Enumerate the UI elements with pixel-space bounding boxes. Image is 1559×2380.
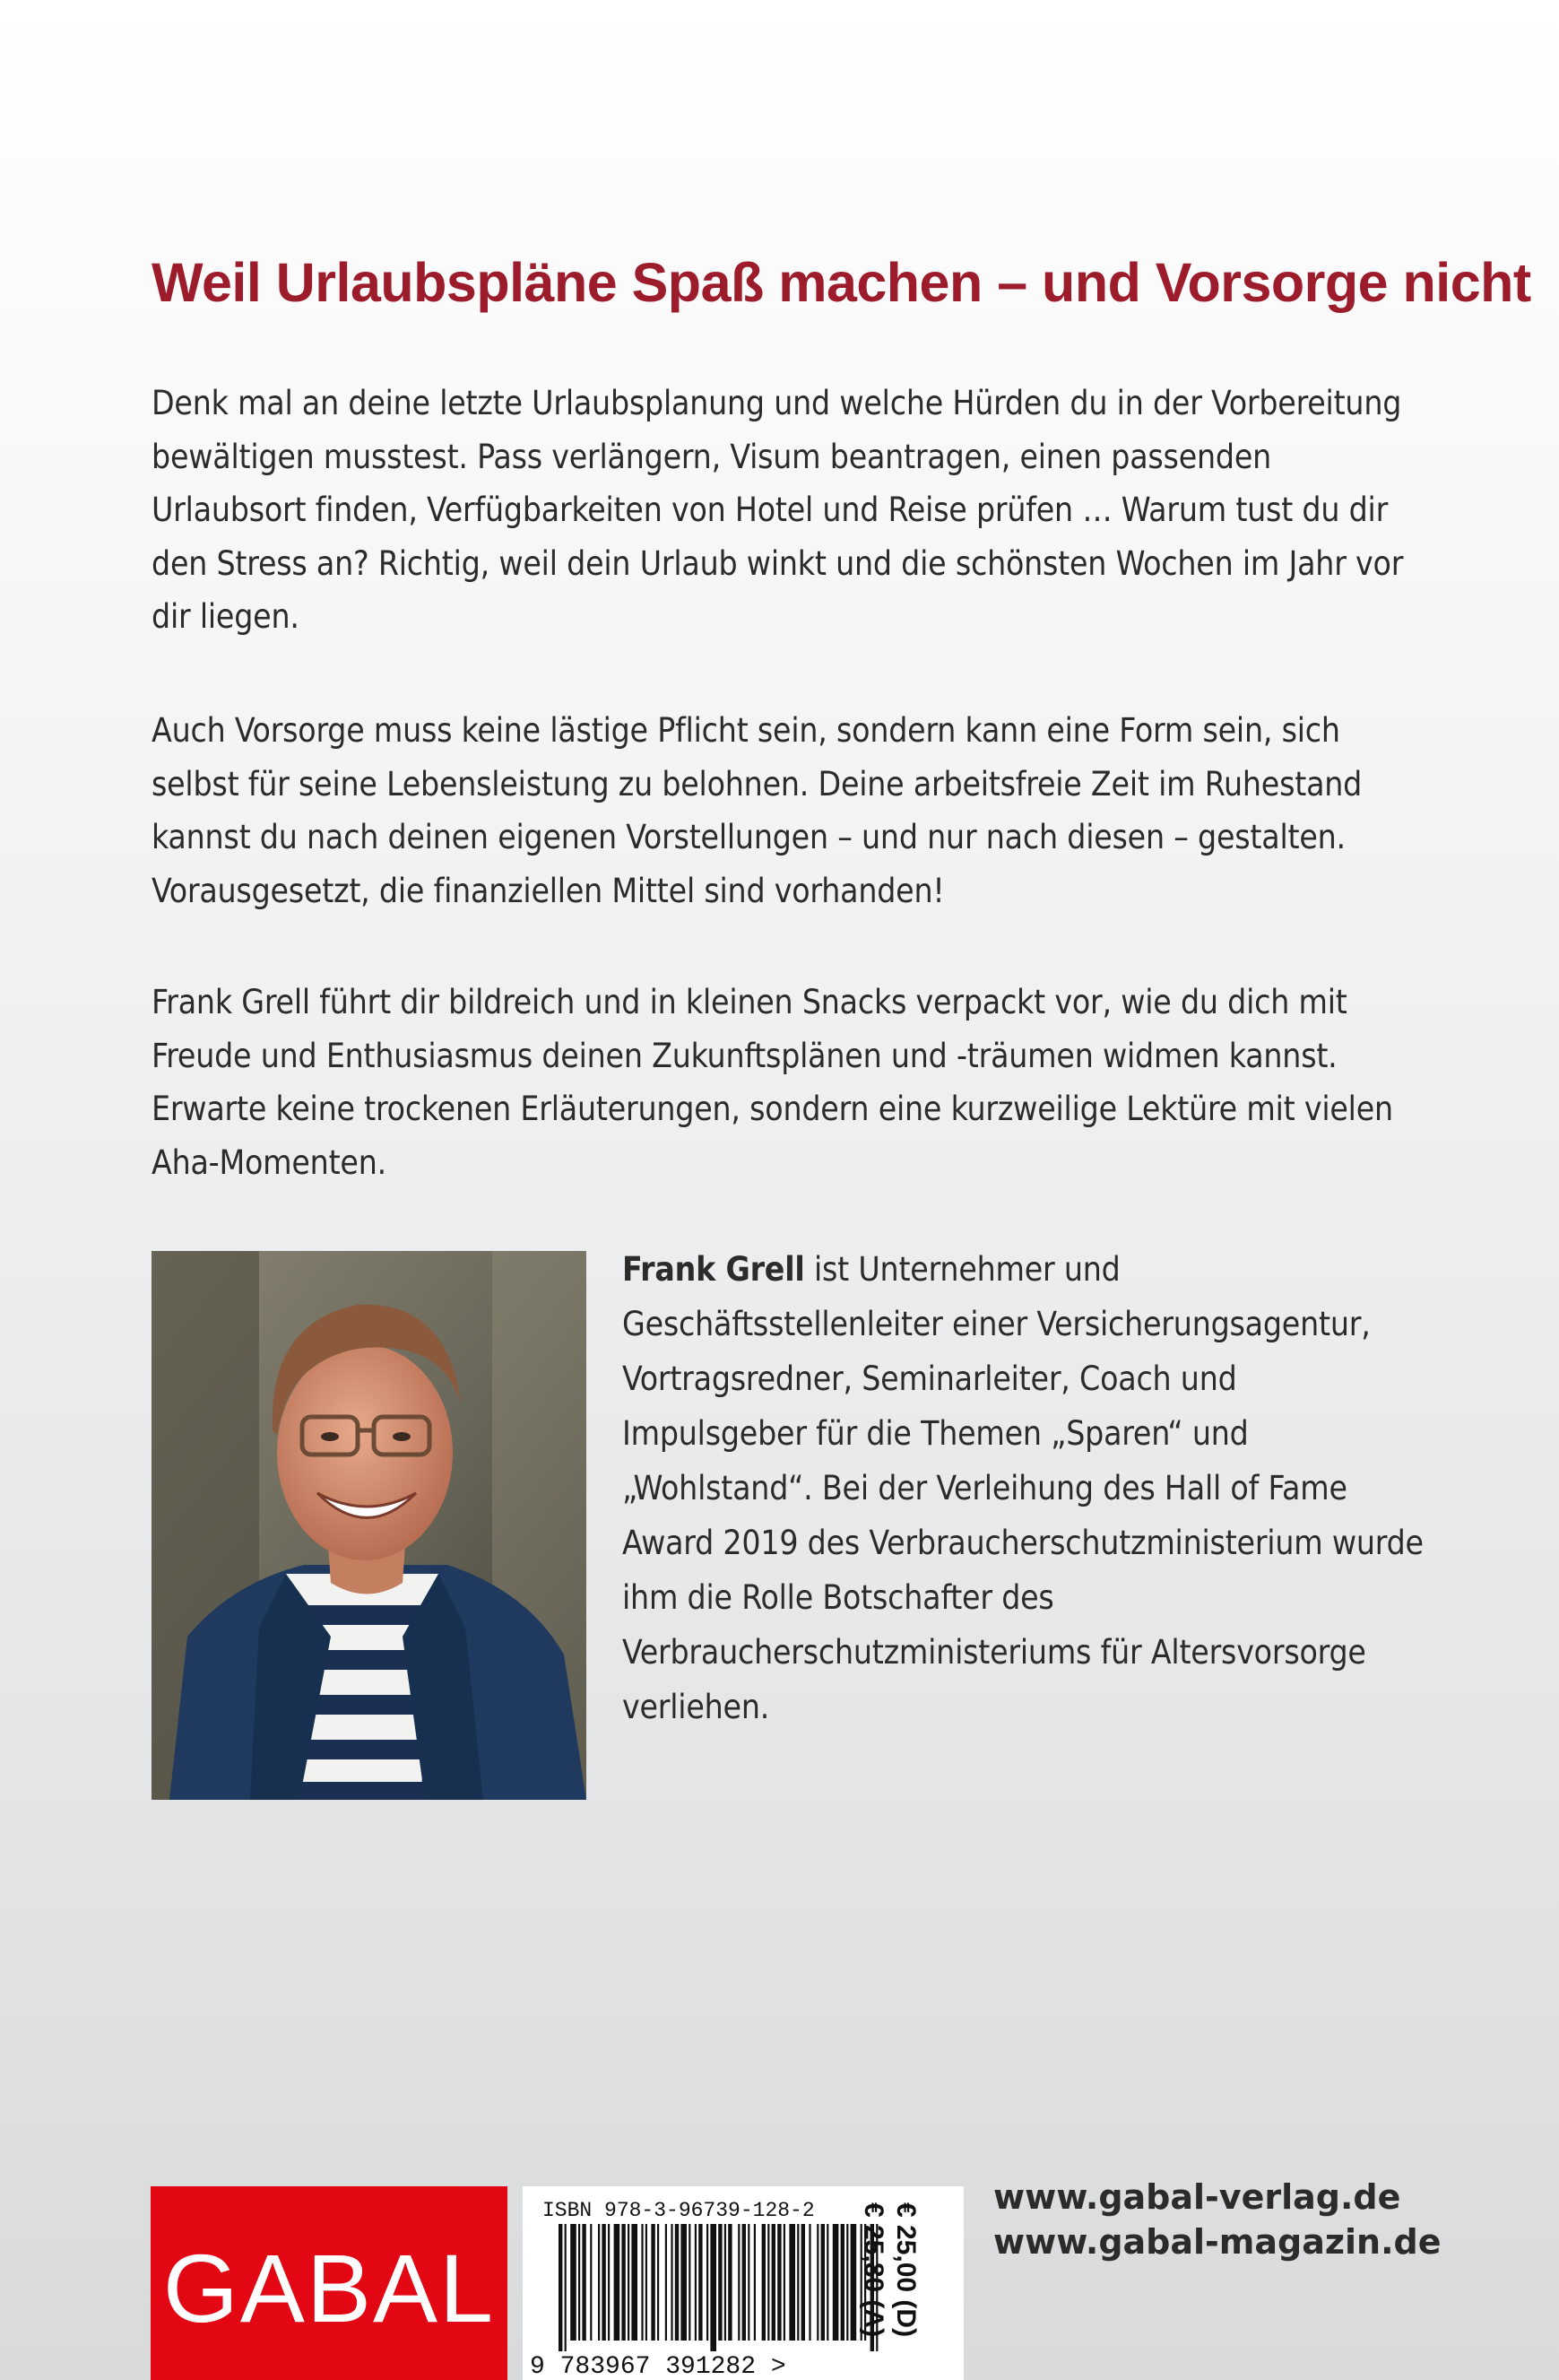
url-gabal-verlag[interactable]: www.gabal-verlag.de <box>993 2177 1401 2217</box>
barcode-bar <box>671 2224 672 2341</box>
barcode-bar <box>762 2224 766 2341</box>
barcode-bar <box>748 2224 749 2341</box>
barcode-bar <box>590 2224 592 2341</box>
barcode-bar <box>728 2224 732 2341</box>
barcode-bar <box>570 2224 576 2341</box>
barcode-bar <box>754 2224 756 2341</box>
barcode-bar <box>772 2224 775 2341</box>
price-germany: € 25,00 (D) <box>891 2202 921 2338</box>
author-bio <box>622 1242 1429 1734</box>
barcode-bar <box>827 2224 828 2341</box>
paragraph-provision: Auch Vorsorge muss keine lästige Pflicht sein, sondern kann eine Form sein, sich selbst für seine Lebensleistung zu belohnen. Deine arbeitsfreie Zeit im Ruhestand kannst du nach deinen eigenen Vorstellungen – und nur nach diesen – gestalten. Vorausgesetzt, die finanziellen Mittel sind vorhanden! <box>152 711 1363 910</box>
barcode-bar <box>695 2224 697 2341</box>
barcode-bar <box>608 2224 610 2341</box>
barcode-bar <box>628 2224 629 2341</box>
barcode-bar <box>846 2224 848 2341</box>
barcode-bar <box>809 2224 810 2341</box>
barcode-bar <box>641 2224 643 2341</box>
barcode-bar <box>602 2224 605 2341</box>
barcode-bar <box>738 2224 740 2341</box>
barcode-bar <box>777 2224 781 2341</box>
barcode-bar <box>565 2224 567 2351</box>
barcode-bar <box>718 2224 722 2341</box>
barcode-bar <box>698 2224 702 2341</box>
barcode-bar <box>689 2224 690 2341</box>
barcode-bar <box>578 2224 580 2341</box>
headline: Weil Urlaubspläne Spaß machen – und Vorsorge nicht <box>152 252 1531 313</box>
barcode-bar <box>710 2224 716 2351</box>
barcode-bar <box>821 2224 825 2341</box>
paragraph-author-intro: Frank Grell führt dir bildreich und in kleinen Snacks verpackt vor, wie du dich mit Freude und Enthusiasmus deinen Zukunftsplänen und -träumen widmen kannst. Erwarte keine trockenen Erläuterungen, sondern eine kurzweilige Lektüre mit vielen Aha-Momenten. <box>152 983 1393 1182</box>
barcode-bar <box>675 2224 679 2341</box>
barcode-bar <box>767 2224 769 2341</box>
barcode-bar <box>614 2224 620 2341</box>
author-bio-text: ist Unternehmer und Geschäftsstellenleiter einer Versicherungsagentur, Vortragsredner, Seminarleiter, Coach und Impulsgeber für die Themen „Sparen“ und „Wohlstand“. Bei der Verleihung des Hall of Fame Award 2019 des Verbraucherschutzministerium wurde ihm die Rolle Botschafter des Verbraucherschutzministeriums für Altersvorsorge verliehen. <box>622 1250 1424 1726</box>
paragraph-vacation: Denk mal an deine letzte Urlaubsplanung und welche Hürden du in der Vorbereitung bewältigen musstest. Pass verlängern, Visum beantragen, einen passenden Urlaubsort finden, Verfügbarkeiten von Hotel und Reise prüfen … Warum tust du dir den Stress an? Richtig, weil dein Urlaub winkt und die schönsten Wochen im Jahr vor dir liegen. <box>152 384 1404 636</box>
barcode-panel <box>523 2186 964 2380</box>
publisher-logo <box>151 2186 507 2380</box>
barcode-bar <box>784 2224 785 2341</box>
barcode-bar <box>817 2224 818 2341</box>
barcode-bar <box>841 2224 844 2341</box>
barcode-bar <box>833 2224 839 2341</box>
barcode-bar <box>724 2224 726 2341</box>
barcode-bar <box>851 2224 857 2341</box>
price-austria: € 25,80 (A) <box>859 2202 888 2338</box>
publisher-logo-text: GABAL <box>162 2234 496 2342</box>
barcode-bar <box>631 2224 637 2341</box>
barcode-bar <box>742 2224 746 2341</box>
barcode-bar <box>801 2224 805 2341</box>
barcode-bar <box>657 2224 659 2341</box>
barcode-bar <box>706 2224 708 2341</box>
barcode-bar <box>789 2224 795 2341</box>
barcode-bar <box>651 2224 654 2341</box>
author-name: Frank Grell <box>622 1250 805 1289</box>
author-photo <box>152 1251 586 1800</box>
barcode-bar <box>645 2224 647 2341</box>
barcode-bar <box>559 2224 562 2351</box>
barcode-bar <box>582 2224 585 2341</box>
barcode-bar <box>621 2224 625 2341</box>
isbn-label: ISBN 978-3-96739-128-2 <box>542 2199 815 2222</box>
barcode-bar <box>680 2224 687 2341</box>
url-gabal-magazin[interactable]: www.gabal-magazin.de <box>993 2222 1442 2262</box>
barcode-bar <box>598 2224 600 2341</box>
barcode-digits: 9 783967 391282 > <box>530 2353 786 2380</box>
barcode-bar <box>797 2224 799 2341</box>
barcode-bar <box>665 2224 667 2341</box>
